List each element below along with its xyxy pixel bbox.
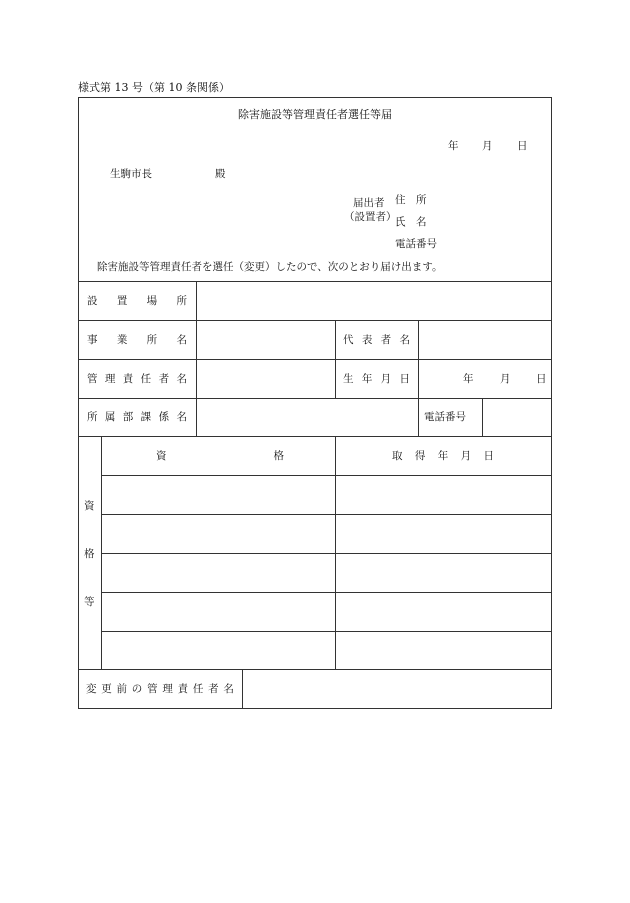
applicant-role: 届出者 bbox=[353, 197, 385, 209]
form-frame bbox=[78, 97, 552, 709]
birth-month-unit: 月 bbox=[500, 373, 511, 385]
date-month: 月 bbox=[482, 140, 493, 152]
qualifications-side-1: 資 bbox=[84, 500, 95, 512]
qualifications-head-right: 取 得 年 月 日 bbox=[392, 450, 494, 462]
applicant-phone-label: 電話番号 bbox=[395, 238, 437, 250]
statement-text: 除害施設等管理責任者を選任（変更）したので、次のとおり届け出ます。 bbox=[97, 261, 443, 273]
label-previous-manager: 変 更 前 の 管 理 責 任 者 名 bbox=[86, 683, 234, 695]
applicant-role-sub: （設置者） bbox=[344, 211, 397, 223]
form-title: 除害施設等管理責任者選任等届 bbox=[238, 108, 392, 121]
row-line bbox=[78, 669, 552, 670]
form-number: 様式第 13 号（第 10 条関係） bbox=[78, 81, 230, 94]
addressee-honorific: 殿 bbox=[215, 168, 226, 180]
label-phone: 電話番号 bbox=[424, 411, 466, 423]
date-year: 年 bbox=[448, 140, 459, 152]
date-day: 日 bbox=[517, 140, 528, 152]
col-line bbox=[482, 398, 483, 436]
col-line bbox=[335, 436, 336, 669]
col-line bbox=[101, 436, 102, 669]
birth-year-unit: 年 bbox=[463, 373, 474, 385]
applicant-address-label: 住 所 bbox=[395, 194, 427, 206]
row-line bbox=[101, 631, 552, 632]
row-line bbox=[101, 553, 552, 554]
label-location: 設 置 場 所 bbox=[87, 295, 187, 307]
col-line bbox=[196, 281, 197, 436]
applicant-name-label: 氏 名 bbox=[395, 216, 427, 228]
label-manager-name: 管 理 責 任 者 名 bbox=[87, 373, 187, 385]
qualifications-side-2: 格 bbox=[84, 548, 95, 560]
col-line bbox=[418, 398, 419, 436]
row-line bbox=[101, 514, 552, 515]
addressee-name: 生駒市長 bbox=[110, 168, 152, 180]
row-line bbox=[101, 475, 552, 476]
birth-day-unit: 日 bbox=[536, 373, 547, 385]
row-line bbox=[78, 436, 552, 437]
qualifications-side-3: 等 bbox=[84, 596, 95, 608]
label-office-name: 事 業 所 名 bbox=[87, 334, 187, 346]
row-line bbox=[78, 281, 552, 282]
row-line bbox=[78, 359, 552, 360]
col-line bbox=[418, 320, 419, 398]
row-line bbox=[78, 398, 552, 399]
qualifications-head-left: 資 格 bbox=[156, 450, 284, 462]
row-line bbox=[78, 320, 552, 321]
label-department: 所 属 部 課 係 名 bbox=[87, 411, 187, 423]
row-line bbox=[101, 592, 552, 593]
col-line bbox=[335, 320, 336, 398]
label-representative: 代 表 者 名 bbox=[343, 334, 410, 346]
label-birth-date: 生 年 月 日 bbox=[343, 373, 410, 385]
col-line bbox=[242, 669, 243, 709]
